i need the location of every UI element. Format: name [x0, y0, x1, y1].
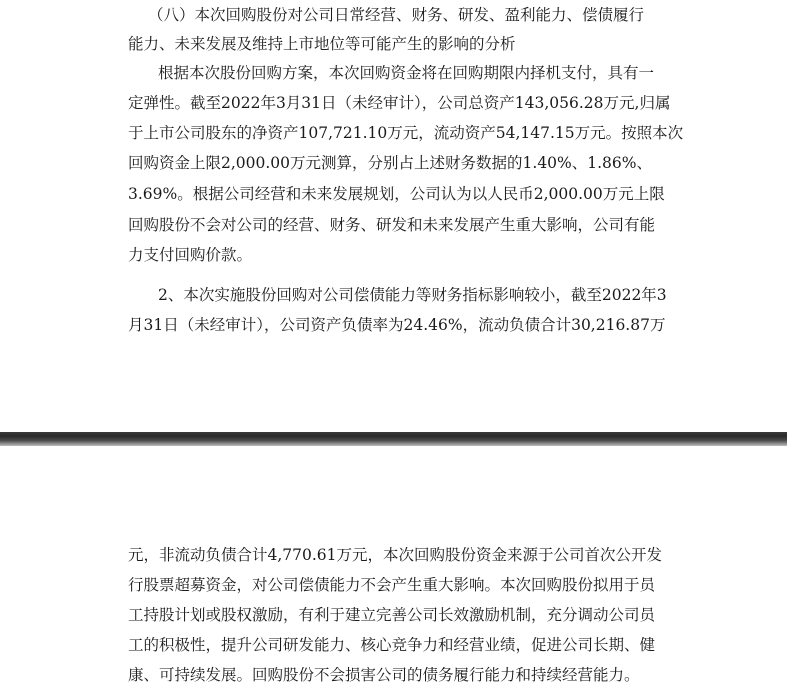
- paragraph-2-line-4: 行股票超募资金，对公司偿债能力不会产生重大影响。本次回购股份拟用于员: [128, 576, 656, 594]
- paragraph-2-line-3: 元，非流动负债合计4,770.61万元，本次回购股份资金来源于公司首次公开发: [128, 546, 663, 564]
- section-heading-line-2: 能力、未来发展及维持上市地位等可能产生的影响的分析: [128, 35, 516, 53]
- paragraph-1-line-5: 3.69%。根据公司经营和未来发展规划，公司认为以人民币2,000.00万元上限: [128, 185, 665, 203]
- paragraph-1-line-1: 根据本次股份回购方案，本次回购资金将在回购期限内择机支付，具有一: [158, 64, 655, 82]
- paragraph-2-line-6: 工的积极性，提升公司研发能力、核心竞争力和经营业绩，促进公司长期、健: [128, 636, 656, 654]
- paragraph-1-line-6: 回购股份不会对公司的经营、财务、研发和未来发展产生重大影响，公司有能: [128, 216, 656, 234]
- paragraph-1-line-3: 于上市公司股东的净资产107,721.10万元，流动资产54,147.15万元。按照本次: [128, 124, 684, 142]
- paragraph-1-line-4: 回购资金上限2,000.00万元测算，分别占上述财务数据的1.40%、1.86%、: [128, 154, 653, 172]
- paragraph-1-line-2: 定弹性。截至2022年3月31日（未经审计），公司总资产143,056.28万元,归属: [128, 94, 671, 112]
- page-break-divider: [0, 432, 787, 446]
- paragraph-1-line-7: 力支付回购价款。: [128, 246, 253, 264]
- section-heading-line-1: （八）本次回购股份对公司日常经营、财务、研发、盈利能力、偿债履行: [148, 6, 645, 24]
- paragraph-2-line-7: 康、可持续发展。回购股份不会损害公司的债务履行能力和持续经营能力。: [128, 666, 640, 684]
- paragraph-2-line-1: 2、本次实施股份回购对公司偿债能力等财务指标影响较小，截至2022年3: [158, 286, 667, 304]
- document-page-bottom: [0, 446, 787, 695]
- paragraph-2-line-2: 月31日（未经审计），公司资产负债率为24.46%，流动负债合计30,216.87万: [128, 316, 666, 334]
- paragraph-2-line-5: 工持股计划或股权激励，有利于建立完善公司长效激励机制，充分调动公司员: [128, 606, 656, 624]
